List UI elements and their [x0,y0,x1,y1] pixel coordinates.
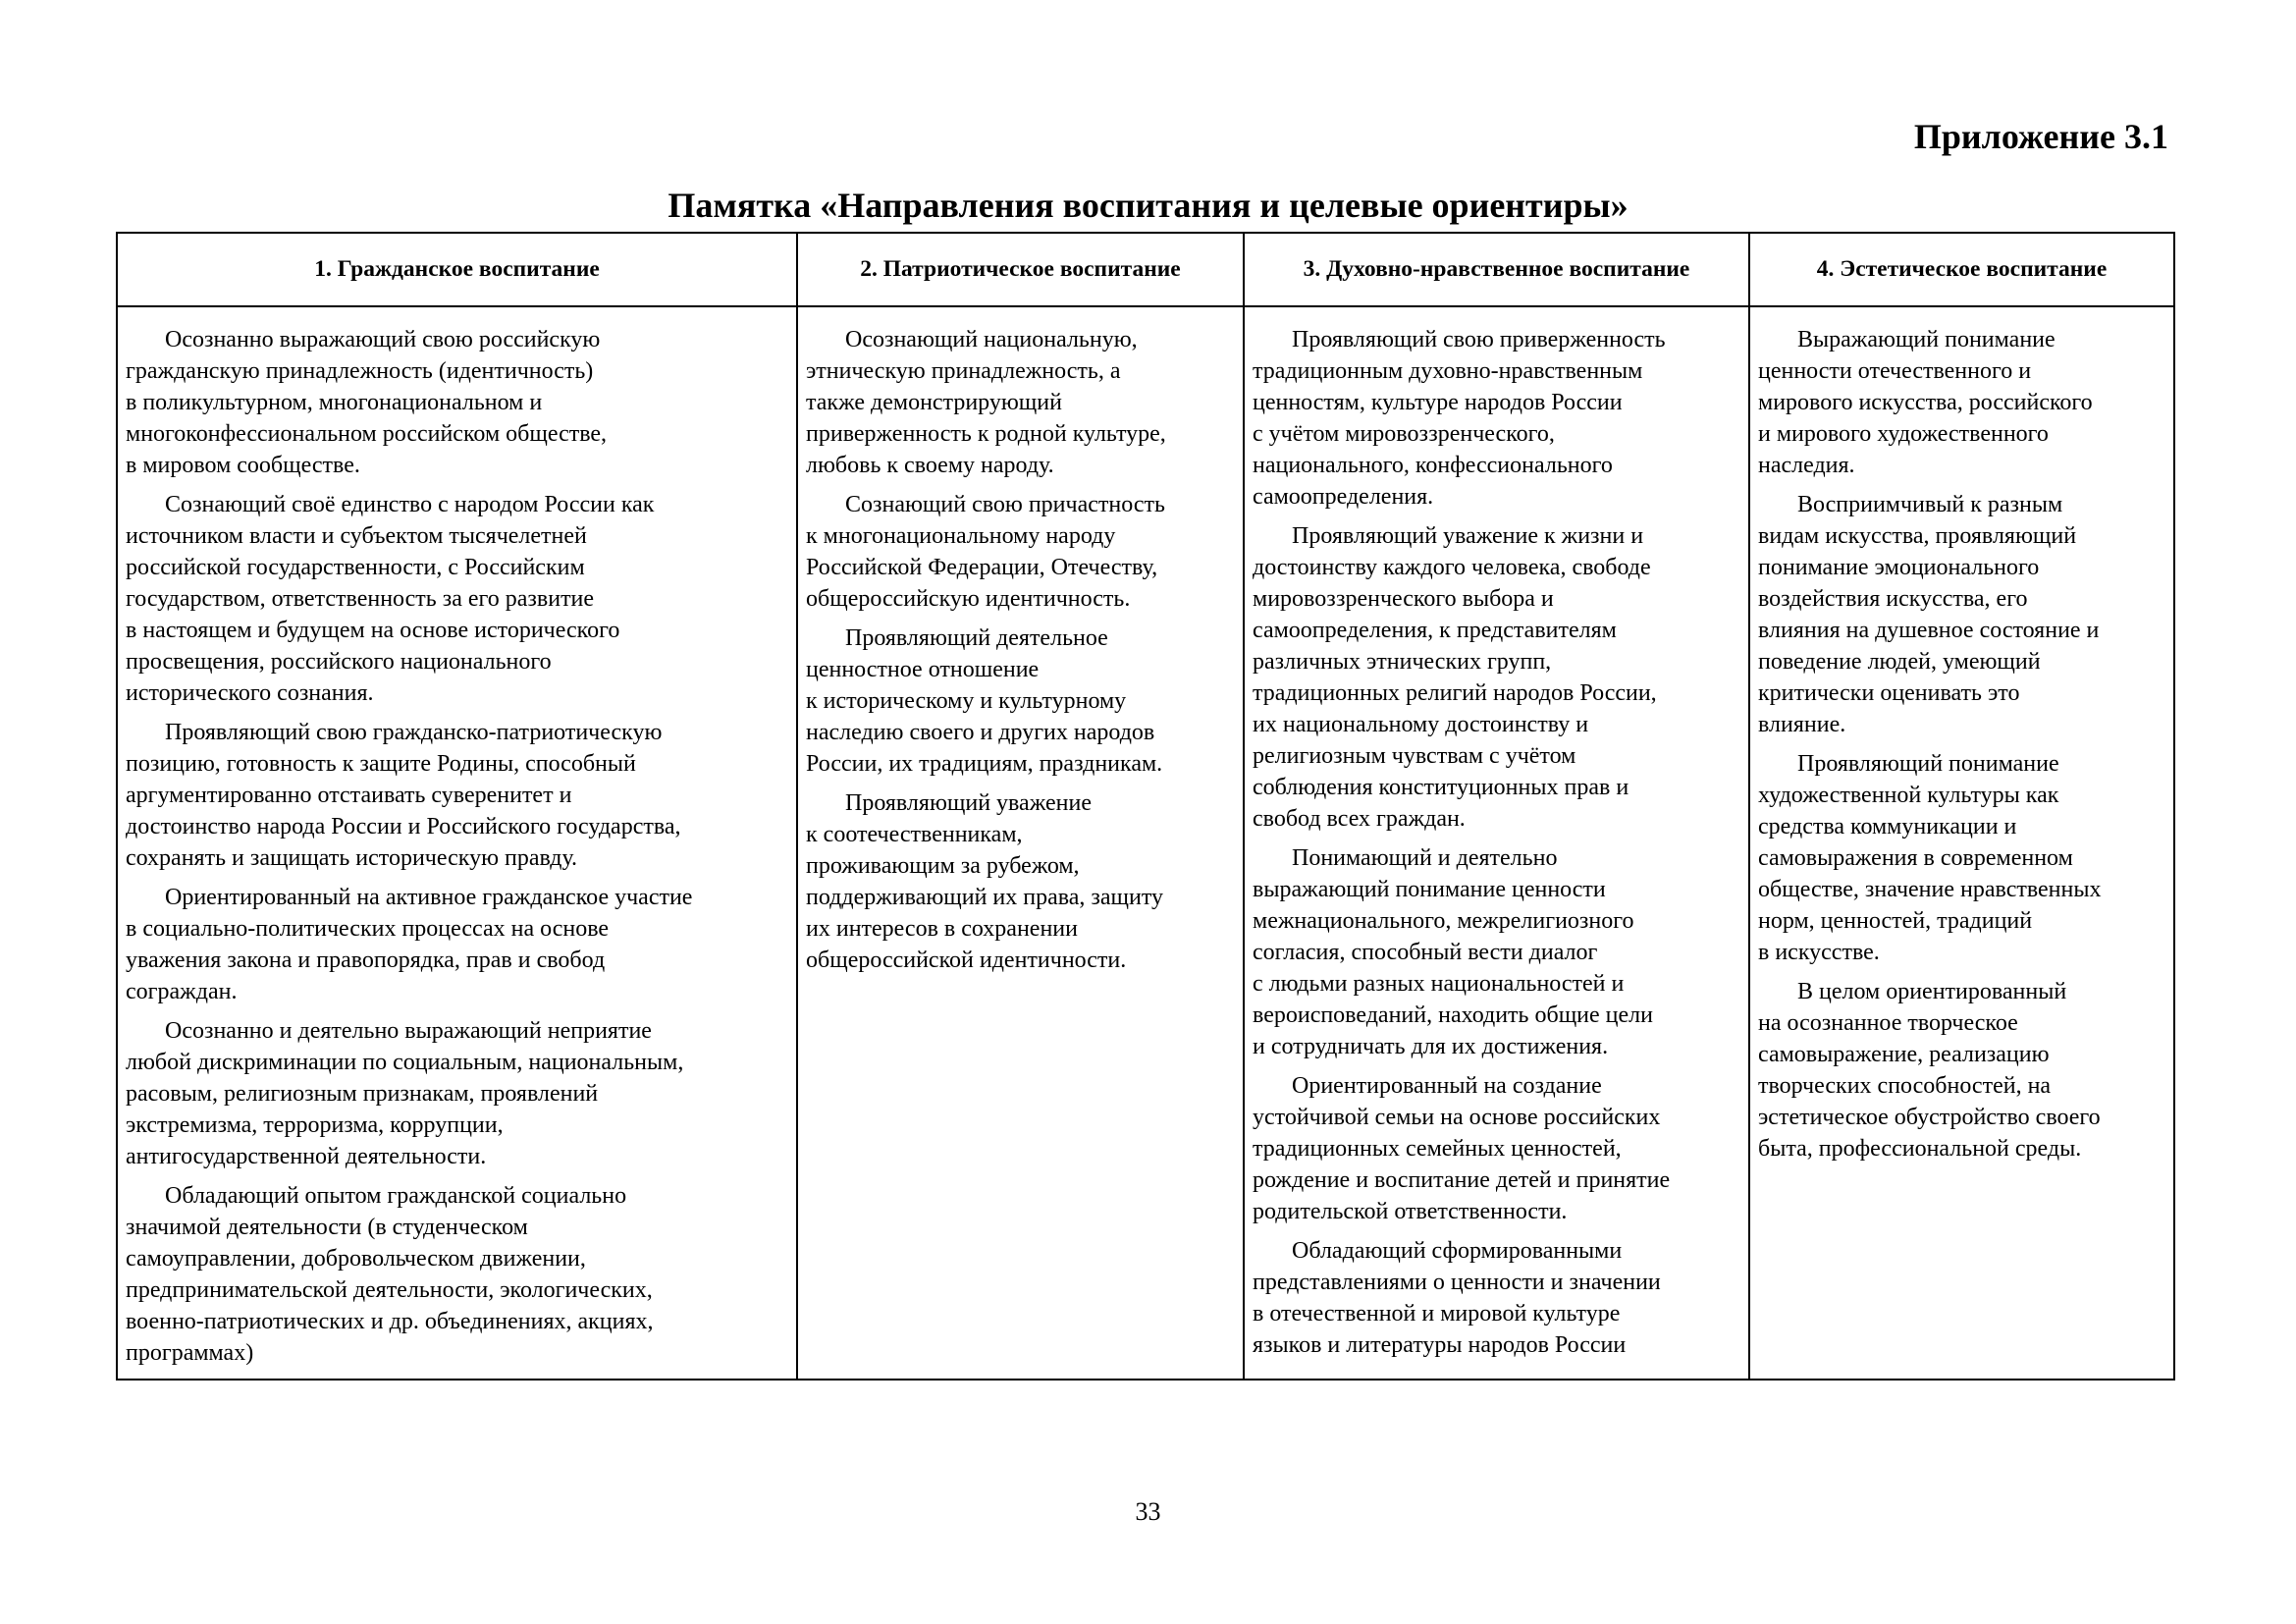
column-header-spiritual-moral: 3. Духовно-нравственное воспитание [1244,233,1749,306]
paragraph-line: в настоящем и будущем на основе исторического [126,618,620,643]
paragraph-line: сограждан. [126,979,238,1004]
paragraph-line: этническую принадлежность, а [806,358,1121,384]
paragraph-line: в социально-политических процессах на основе [126,916,610,942]
paragraph-line: также демонстрирующий [806,390,1062,415]
paragraph-line: Понимающий и деятельно [1292,845,1558,871]
paragraph-line: позицию, готовность к защите Родины, способный [126,751,636,777]
target-paragraph [126,1015,791,1172]
paragraph-line: к многонациональному народу [806,523,1116,549]
paragraph-line: любой дискриминации по социальным, национальным, [126,1050,684,1075]
paragraph-line: Осознанно выражающий свою российскую [165,327,601,352]
paragraph-line: к историческому и культурному [806,688,1127,714]
page-number: 33 [1135,1497,1161,1526]
paragraph-line: представлениями о ценности и значении [1253,1270,1661,1295]
table-body-row [117,306,2174,1380]
paragraph-line: Восприимчивый к разным [1797,492,2063,517]
paragraph-line: соблюдения конституционных прав и [1253,775,1629,800]
paragraph-line: и сотрудничать для их достижения. [1253,1034,1609,1059]
paragraph-line: языков и литературы народов России [1253,1332,1627,1358]
paragraph-line: многоконфессиональном российском обществе, [126,421,608,447]
target-paragraph [126,489,791,709]
paragraph-line: согласия, способный вести диалог [1253,940,1598,965]
paragraph-line: Проявляющий понимание [1797,751,2059,777]
target-paragraph [126,717,791,874]
paragraph-line: проживающим за рубежом, [806,853,1080,879]
paragraph-line: с людьми разных национальностей и [1253,971,1625,997]
paragraph-line: поддерживающий их права, защиту [806,885,1164,910]
paragraph-line: Сознающий свою причастность [845,492,1165,517]
column-header-patriotic: 2. Патриотическое воспитание [797,233,1244,306]
target-paragraph [1758,324,2168,481]
paragraph-line: средства коммуникации и [1758,814,2017,839]
paragraph-line: Обладающий опытом гражданской социально [165,1183,627,1209]
paragraph-line: Ориентированный на активное гражданское участие [165,885,693,910]
paragraph-line: критически оценивать это [1758,680,2020,706]
paragraph-line: самовыражение, реализацию [1758,1042,2050,1067]
paragraph-line: религиозным чувствам с учётом [1253,743,1576,769]
column-header-civic: 1. Гражданское воспитание [117,233,797,306]
paragraph-line: устойчивой семьи на основе российских [1253,1105,1661,1130]
paragraph-line: просвещения, российского национального [126,649,552,675]
paragraph-line: мировоззренческого выбора и [1253,586,1554,612]
paragraph-line: художественной культуры как [1758,783,2059,808]
column-header-aesthetic: 4. Эстетическое воспитание [1749,233,2174,306]
paragraph-line: расовым, религиозным признакам, проявлений [126,1081,599,1107]
paragraph-line: гражданскую принадлежность (идентичность) [126,358,594,384]
paragraph-line: государством, ответственность за его развитие [126,586,595,612]
paragraph-line: предпринимательской деятельности, экологических, [126,1277,653,1303]
paragraph-line: самовыражения в современном [1758,845,2073,871]
paragraph-line: рождение и воспитание детей и принятие [1253,1167,1671,1193]
paragraph-line: ценностное отношение [806,657,1040,682]
paragraph-line: ценностям, культуре народов России [1253,390,1623,415]
target-paragraph [1253,520,1743,835]
paragraph-line: Ориентированный на создание [1292,1073,1602,1099]
target-paragraph [1758,748,2168,968]
paragraph-line: выражающий понимание ценности [1253,877,1606,902]
paragraph-line: в отечественной и мировой культуре [1253,1301,1621,1326]
paragraph-line: программах) [126,1340,254,1366]
target-paragraph [126,882,791,1007]
paragraph-line: сохранять и защищать историческую правду. [126,845,578,871]
paragraph-line: межнационального, межрелигиозного [1253,908,1634,934]
paragraph-line: понимание эмоционального [1758,555,2040,580]
paragraph-line: приверженность к родной культуре, [806,421,1166,447]
paragraph-line: и мирового художественного [1758,421,2049,447]
paragraph-line: свобод всех граждан. [1253,806,1466,832]
paragraph-line: в искусстве. [1758,940,1880,965]
paragraph-line: экстремизма, терроризма, коррупции, [126,1112,504,1138]
target-paragraph [1253,1235,1743,1361]
paragraph-line: В целом ориентированный [1797,979,2067,1004]
target-paragraph [806,324,1238,481]
paragraph-line: традиционных семейных ценностей, [1253,1136,1622,1162]
paragraph-line: их национальному достоинству и [1253,712,1589,737]
paragraph-line: исторического сознания. [126,680,374,706]
paragraph-line: ценности отечественного и [1758,358,2032,384]
paragraph-line: норм, ценностей, традиций [1758,908,2033,934]
appendix-label: Приложение 3.1 [1913,117,2168,156]
target-paragraph [126,324,791,481]
paragraph-line: источником власти и субъектом тысячелетней [126,523,587,549]
target-paragraph [806,787,1238,976]
paragraph-line: родительской ответственности. [1253,1199,1568,1224]
paragraph-line: уважения закона и правопорядка, прав и свобод [126,947,606,973]
paragraph-line: с учётом мировоззренческого, [1253,421,1555,447]
directions-table [116,232,2175,1380]
paragraph-line: самоопределения, к представителям [1253,618,1617,643]
target-paragraph [1758,489,2168,740]
table-header-row [117,233,2174,306]
paragraph-line: их интересов в сохранении [806,916,1078,942]
column-cell-spiritual-moral [1244,306,1749,1380]
paragraph-line: поведение людей, умеющий [1758,649,2041,675]
paragraph-line: любовь к своему народу. [806,453,1054,478]
paragraph-line: российской государственности, с Российским [126,555,585,580]
paragraph-line: самоопределения. [1253,484,1434,510]
paragraph-line: к соотечественникам, [806,822,1023,847]
paragraph-line: Российской Федерации, Отечеству, [806,555,1158,580]
paragraph-line: военно-патриотических и др. объединениях, акциях, [126,1309,654,1334]
paragraph-line: традиционных религий народов России, [1253,680,1657,706]
target-paragraph [806,489,1238,615]
paragraph-line: Проявляющий уважение [845,790,1092,816]
paragraph-line: обществе, значение нравственных [1758,877,2102,902]
paragraph-line: Осознающий национальную, [845,327,1138,352]
paragraph-line: национального, конфессионального [1253,453,1613,478]
paragraph-line: аргументированно отстаивать суверенитет и [126,783,572,808]
paragraph-line: влияние. [1758,712,1846,737]
paragraph-line: достоинству каждого человека, свободе [1253,555,1651,580]
column-cell-civic [117,306,797,1380]
target-paragraph [1253,324,1743,513]
paragraph-line: Проявляющий свою гражданско-патриотическую [165,720,663,745]
paragraph-line: Осознанно и деятельно выражающий неприятие [165,1018,652,1044]
paragraph-line: традиционным духовно-нравственным [1253,358,1643,384]
target-paragraph [126,1180,791,1369]
paragraph-line: Проявляющий уважение к жизни и [1292,523,1644,549]
paragraph-line: России, их традициям, праздникам. [806,751,1163,777]
paragraph-line: наследия. [1758,453,1855,478]
page-title: Памятка «Направления воспитания и целевые ориентиры» [667,186,1629,225]
paragraph-line: в поликультурном, многонациональном и [126,390,543,415]
paragraph-line: на осознанное творческое [1758,1010,2018,1036]
paragraph-line: творческих способностей, на [1758,1073,2052,1099]
target-paragraph [806,623,1238,780]
column-cell-patriotic [797,306,1244,1380]
paragraph-line: воздействия искусства, его [1758,586,2028,612]
paragraph-line: видам искусства, проявляющий [1758,523,2077,549]
paragraph-line: вероисповеданий, находить общие цели [1253,1002,1653,1028]
paragraph-line: мирового искусства, российского [1758,390,2093,415]
paragraph-line: Проявляющий свою приверженность [1292,327,1666,352]
paragraph-line: наследию своего и других народов [806,720,1155,745]
paragraph-line: общероссийскую идентичность. [806,586,1131,612]
paragraph-line: Выражающий понимание [1797,327,2056,352]
paragraph-line: значимой деятельности (в студенческом [126,1215,528,1240]
paragraph-line: самоуправлении, добровольческом движении, [126,1246,586,1272]
paragraph-line: Проявляющий деятельное [845,625,1108,651]
paragraph-line: различных этнических групп, [1253,649,1552,675]
paragraph-line: быта, профессиональной среды. [1758,1136,2082,1162]
paragraph-line: влияния на душевное состояние и [1758,618,2100,643]
target-paragraph [1253,842,1743,1062]
paragraph-line: в мировом сообществе. [126,453,360,478]
target-paragraph [1253,1070,1743,1227]
paragraph-line: Сознающий своё единство с народом России как [165,492,655,517]
target-paragraph [1758,976,2168,1164]
paragraph-line: антигосударственной деятельности. [126,1144,487,1169]
paragraph-line: эстетическое обустройство своего [1758,1105,2101,1130]
column-cell-aesthetic [1749,306,2174,1380]
paragraph-line: Обладающий сформированными [1292,1238,1623,1264]
paragraph-line: достоинство народа России и Российского государства, [126,814,681,839]
paragraph-line: общероссийской идентичности. [806,947,1127,973]
